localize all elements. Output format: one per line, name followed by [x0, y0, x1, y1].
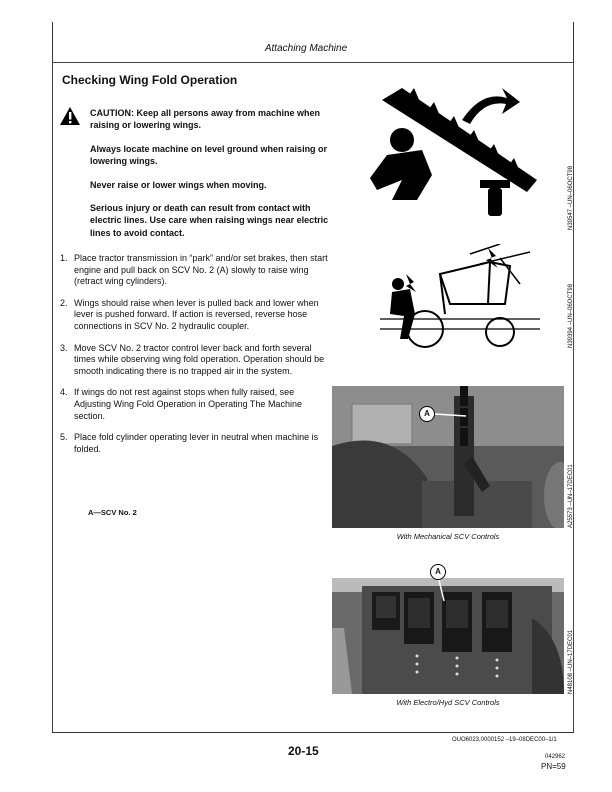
- caution-line-4: Serious injury or death can result from contact with electric lines. Use care when raising wings near electric lines to avoid contact.: [90, 203, 329, 238]
- step-item: 4. If wings do not rest against stops when fully raised, see Adjusting Wing Fold Operation in Operating The Machine section.: [60, 387, 302, 421]
- figure-id-4: N48108 –UN–17DEC01: [568, 629, 574, 694]
- figure-id-1: N39547 –UN–06OCT98: [568, 165, 574, 230]
- footer-reference: OUO6023,0000152 –19–08DEC00–1/1: [452, 737, 557, 743]
- pn-label: PN=59: [541, 762, 566, 771]
- caution-block: [90, 107, 330, 250]
- caution-line-1: CAUTION: Keep all persons away from machine when raising or lowering wings.: [90, 108, 321, 131]
- page-number: 20-15: [288, 744, 319, 758]
- step-item: 5. Place fold cylinder operating lever in neutral when machine is folded.: [60, 432, 319, 454]
- running-header: Attaching Machine: [264, 43, 348, 54]
- warning-icon: [59, 106, 81, 126]
- header-frame-right: [573, 22, 574, 62]
- step-item: 1. Place tractor transmission in “park” and/or set brakes, then start engine and pull back on SCV No. 2 (A) slowly to raise wing (retract wing cylinders).: [60, 253, 328, 287]
- caption-electro-hyd: With Electro/Hyd SCV Controls: [396, 698, 500, 707]
- header-frame-left: [52, 22, 53, 62]
- caution-line-2: Always locate machine on level ground when raising or lowering wings.: [90, 143, 328, 167]
- wing-crush-hazard-pictogram: [362, 80, 552, 230]
- power-line-hazard-illustration: [370, 244, 550, 354]
- figure-legend: A—SCV No. 2: [88, 508, 137, 517]
- step-item: 3. Move SCV No. 2 tractor control lever back and forth several times while observing wing fold operation. Operation should be smooth indicating there is no trapped air in the system.: [60, 342, 325, 376]
- footer-rule: [52, 732, 574, 733]
- caution-line-3: Never raise or lower wings when moving.: [90, 179, 267, 190]
- callout-a-mech: A: [424, 409, 430, 418]
- section-title: Checking Wing Fold Operation: [62, 73, 238, 87]
- figure-id-2: N39394 –UN–06OCT98: [568, 283, 574, 348]
- callout-a-electro: A: [435, 567, 441, 576]
- doc-code: 042962: [545, 754, 566, 760]
- caption-mechanical: With Mechanical SCV Controls: [396, 532, 500, 541]
- procedure-steps: [60, 253, 330, 465]
- figure-id-3: A25573 –UN–17DEC01: [568, 464, 574, 528]
- step-item: 2. Wings should raise when lever is pulled back and lower when lever is pushed forward. If action is reversed, reverse hose connections in SCV No. 2 hydraulic coupler.: [60, 297, 319, 331]
